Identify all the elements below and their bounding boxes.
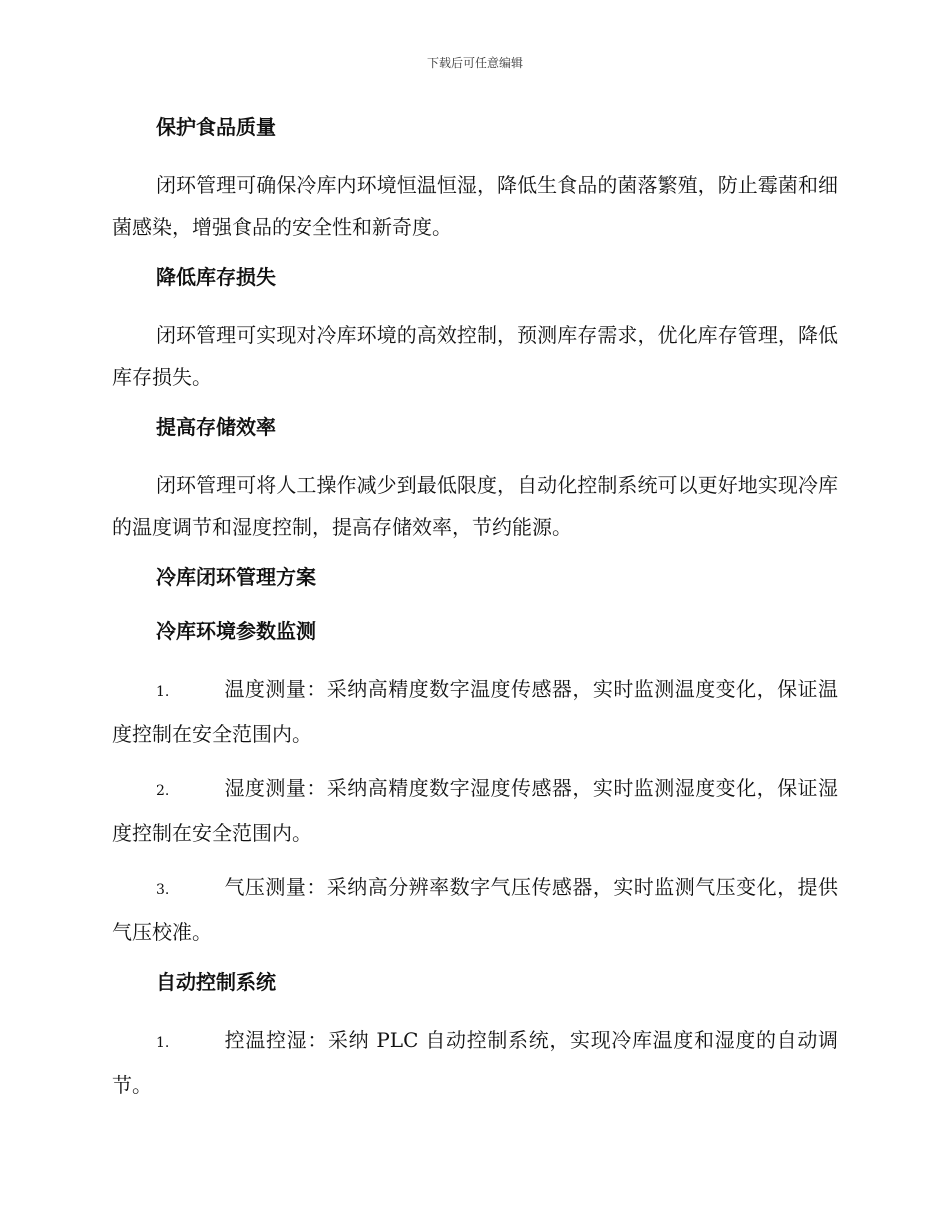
- list-item: [112, 866, 838, 953]
- list-item-number: 1.: [156, 684, 170, 700]
- list-item-text: 温度测量：采纳高精度数字温度传感器，实时监测温度变化，保证温度控制在安全范围内。: [112, 677, 838, 746]
- page-header-note: 下载后可任意编辑: [426, 56, 523, 70]
- section-paragraph-inventory-loss: 闭环管理可实现对冷库环境的高效控制，预测库存需求，优化库存管理，降低库存损失。: [112, 323, 838, 389]
- list-item: [112, 767, 838, 854]
- list-item-text: 气压测量：采纳高分辨率数字气压传感器，实时监测气压变化，提供气压校准。: [112, 875, 838, 944]
- list-item-text: 湿度测量：采纳高精度数字湿度传感器，实时监测湿度变化，保证湿度控制在安全范围内。: [112, 776, 838, 845]
- list-item: [112, 668, 838, 755]
- section-paragraph-storage-efficiency: 闭环管理可将人工操作减少到最低限度，自动化控制系统可以更好地实现冷库的温度调节和湿度控制，提高存储效率，节约能源。: [112, 473, 838, 539]
- document-body: [112, 110, 838, 1118]
- section-heading-inventory-loss: 降低库存损失: [156, 265, 276, 289]
- section-heading-storage-efficiency: 提高存储效率: [156, 415, 276, 439]
- section-heading-closed-loop-plan: 冷库闭环管理方案: [156, 565, 316, 589]
- list-item-text: 控温控湿：采纳 PLC 自动控制系统，实现冷库温度和湿度的自动调节。: [112, 1028, 838, 1097]
- list-item-number: 2.: [156, 783, 170, 799]
- section-heading-food-quality: 保护食品质量: [156, 115, 276, 139]
- list-item-number: 1.: [156, 1035, 170, 1051]
- section-heading-auto-control: 自动控制系统: [156, 970, 276, 994]
- section-heading-env-monitoring: 冷库环境参数监测: [156, 619, 316, 643]
- section-paragraph-food-quality: 闭环管理可确保冷库内环境恒温恒湿，降低生食品的菌落繁殖，防止霉菌和细菌感染，增强食品的安全性和新奇度。: [112, 173, 838, 239]
- list-item-number: 3.: [156, 882, 170, 898]
- list-item: [112, 1019, 838, 1106]
